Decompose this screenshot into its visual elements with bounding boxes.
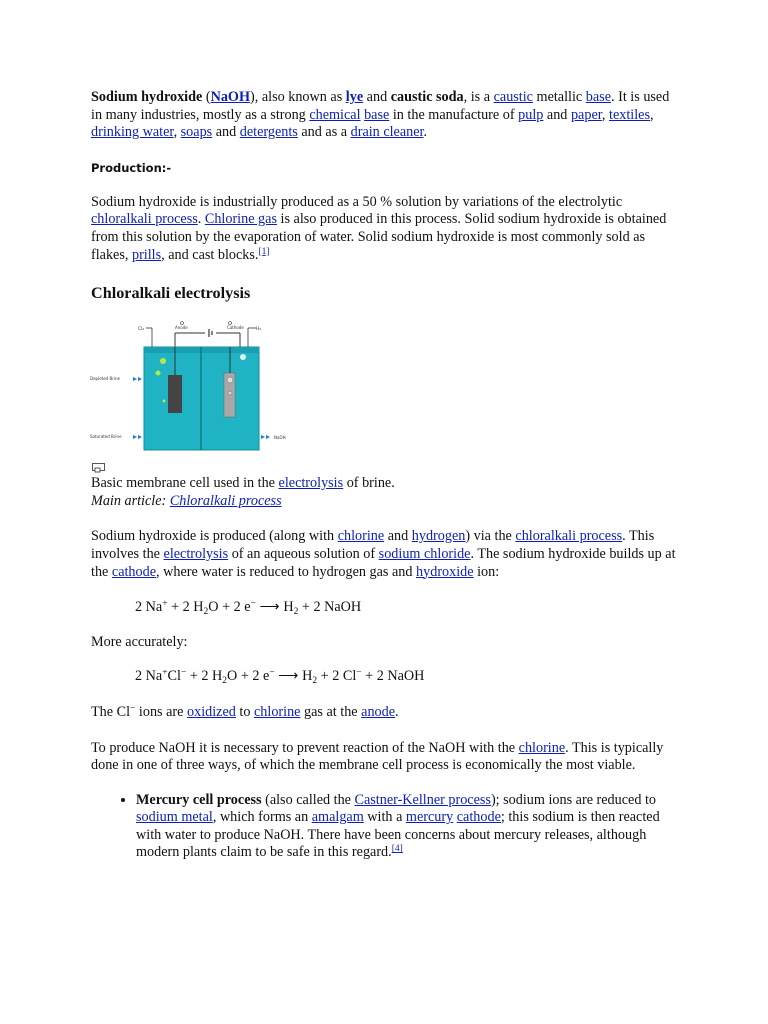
- produce-naoh-paragraph: To produce NaOH it is necessary to prevent reaction of the NaOH with the chlorine. This is typically done in one of three ways, of which the membrane cell process is economically the most viable.: [91, 739, 664, 774]
- link-oxidized[interactable]: oxidized: [187, 703, 236, 720]
- link-chlorine[interactable]: chlorine: [337, 528, 385, 545]
- section-heading-chloralkali: Chloralkali electrolysis: [91, 284, 251, 303]
- saturated-brine-label: Saturated Brine: [90, 434, 122, 440]
- link-drain-cleaner[interactable]: drain cleaner: [350, 124, 424, 141]
- link-sodium-chloride[interactable]: sodium chloride: [378, 545, 471, 562]
- chlorine-bubble: [163, 400, 166, 403]
- citation-1[interactable]: [1]: [258, 246, 270, 257]
- cathode-label: Cathode: [227, 325, 244, 331]
- production-heading: Production:-: [91, 160, 172, 175]
- chloralkali-paragraph: Sodium hydroxide is produced (along with chlorine and hydrogen) via the chloralkali process. This involves the electrolysis of an aqueous solution of sodium chloride. The sodium hydroxide builds up at the cathode, where water is reduced to hydrogen gas and hydroxide ion:: [91, 528, 676, 580]
- term-mercury-cell-process: Mercury cell process: [136, 791, 262, 808]
- citation-4[interactable]: [4]: [391, 844, 403, 855]
- h2-label: H₂: [256, 327, 262, 333]
- chlorine-bubble: [160, 358, 166, 364]
- link-caustic[interactable]: caustic: [493, 89, 533, 105]
- membrane-cell-diagram: [90, 315, 310, 455]
- cl2-label: Cl₂: [138, 327, 145, 333]
- link-electrolysis[interactable]: electrolysis: [278, 475, 344, 492]
- link-sodium-metal[interactable]: sodium metal: [136, 809, 213, 826]
- link-soaps[interactable]: soaps: [180, 124, 213, 141]
- link-prills[interactable]: prills: [131, 246, 162, 263]
- enlarge-icon[interactable]: [91, 462, 107, 474]
- link-cathode-2[interactable]: cathode: [456, 809, 501, 826]
- link-cathode[interactable]: cathode: [111, 563, 157, 580]
- link-textiles[interactable]: textiles: [609, 106, 650, 123]
- link-chlorine-2[interactable]: chlorine: [254, 703, 301, 720]
- depleted-brine-label: Depleted Brine: [90, 376, 120, 382]
- anode-electrode: [168, 375, 182, 413]
- link-chloralkali-process-2[interactable]: chloralkali process: [515, 528, 623, 545]
- link-mercury[interactable]: mercury: [405, 809, 454, 826]
- figure-caption: Basic membrane cell used in the electrolysis of brine.: [91, 475, 395, 492]
- article-body: [91, 89, 676, 862]
- chloride-ions-paragraph: The Cl− ions are oxidized to chlorine gas at the anode.: [91, 703, 399, 720]
- term-caustic-soda: caustic soda: [390, 89, 464, 105]
- link-anode[interactable]: anode: [361, 703, 396, 720]
- link-chloralkali-process[interactable]: chloralkali process: [91, 211, 198, 228]
- term-sodium-hydroxide: Sodium hydroxide: [91, 89, 203, 105]
- equation-2: 2 Na+Cl− + 2 $H_2O + 2$ e− ⟶ $H_2 + 2$ Cl− + 2 NaOH: [135, 668, 425, 687]
- process-list: [91, 792, 676, 862]
- anode-label: Anode: [175, 325, 188, 331]
- link-base-2[interactable]: base: [364, 106, 390, 123]
- link-hydrogen[interactable]: hydrogen: [411, 528, 466, 545]
- main-article-note: Main article: Chloralkali process: [91, 492, 282, 509]
- more-accurately-text: More accurately:: [91, 633, 188, 650]
- link-lye[interactable]: lye: [345, 89, 364, 105]
- equation-1: 2 Na+ + 2 $H_2O + 2$ e− ⟶ $H_2 + 2$ NaOH: [135, 599, 362, 618]
- link-hydroxide[interactable]: hydroxide: [416, 563, 474, 580]
- link-base[interactable]: base: [585, 89, 611, 105]
- link-main-article-chloralkali[interactable]: Chloralkali process: [169, 492, 282, 509]
- membrane-cell-figure[interactable]: [90, 315, 310, 455]
- link-paper[interactable]: paper: [570, 106, 602, 123]
- link-electrolysis-2[interactable]: electrolysis: [163, 545, 229, 562]
- link-naoh[interactable]: NaOH: [210, 89, 251, 105]
- link-amalgam[interactable]: amalgam: [311, 809, 364, 826]
- link-drinking-water[interactable]: drinking water: [91, 124, 174, 141]
- chlorine-bubble: [156, 371, 161, 376]
- link-detergents[interactable]: detergents: [239, 124, 298, 141]
- list-item-mercury-cell: • Mercury cell process (also called the Castner-Kellner process); sodium ions are reduced to sodium metal, which forms an amalgam with a mercury cathode; this sodium is then reacted with water to produce NaOH. There have been concerns about mercury releases, although modern plants claim to be safe in this regard.[4]: [136, 792, 676, 862]
- hydrogen-bubble: [240, 354, 246, 360]
- link-castner-kellner[interactable]: Castner-Kellner process: [354, 791, 491, 808]
- link-chemical[interactable]: chemical: [309, 106, 361, 123]
- naoh-label: NaOH: [274, 435, 286, 441]
- link-pulp[interactable]: pulp: [518, 106, 544, 123]
- link-chlorine-3[interactable]: chlorine: [518, 739, 566, 756]
- production-paragraph: Sodium hydroxide is industrially produced as a 50 % solution by variations of the electrolytic chloralkali process. Chlorine gas is also produced in this process. Solid sodium hydroxide is obtained from this solution by the evaporation of water. Solid sodium hydroxide is most commonly sold as flakes, prills, and cast blocks.[1]: [91, 193, 667, 263]
- link-chlorine-gas[interactable]: Chlorine gas: [204, 211, 277, 228]
- intro-paragraph: Sodium hydroxide (NaOH), also known as lye and caustic soda, is a caustic metallic base. It is used in many industries, mostly as a strong chemical base in the manufacture of pulp and paper, textiles, drinking water, soaps and detergents and as a drain cleaner.: [91, 89, 670, 141]
